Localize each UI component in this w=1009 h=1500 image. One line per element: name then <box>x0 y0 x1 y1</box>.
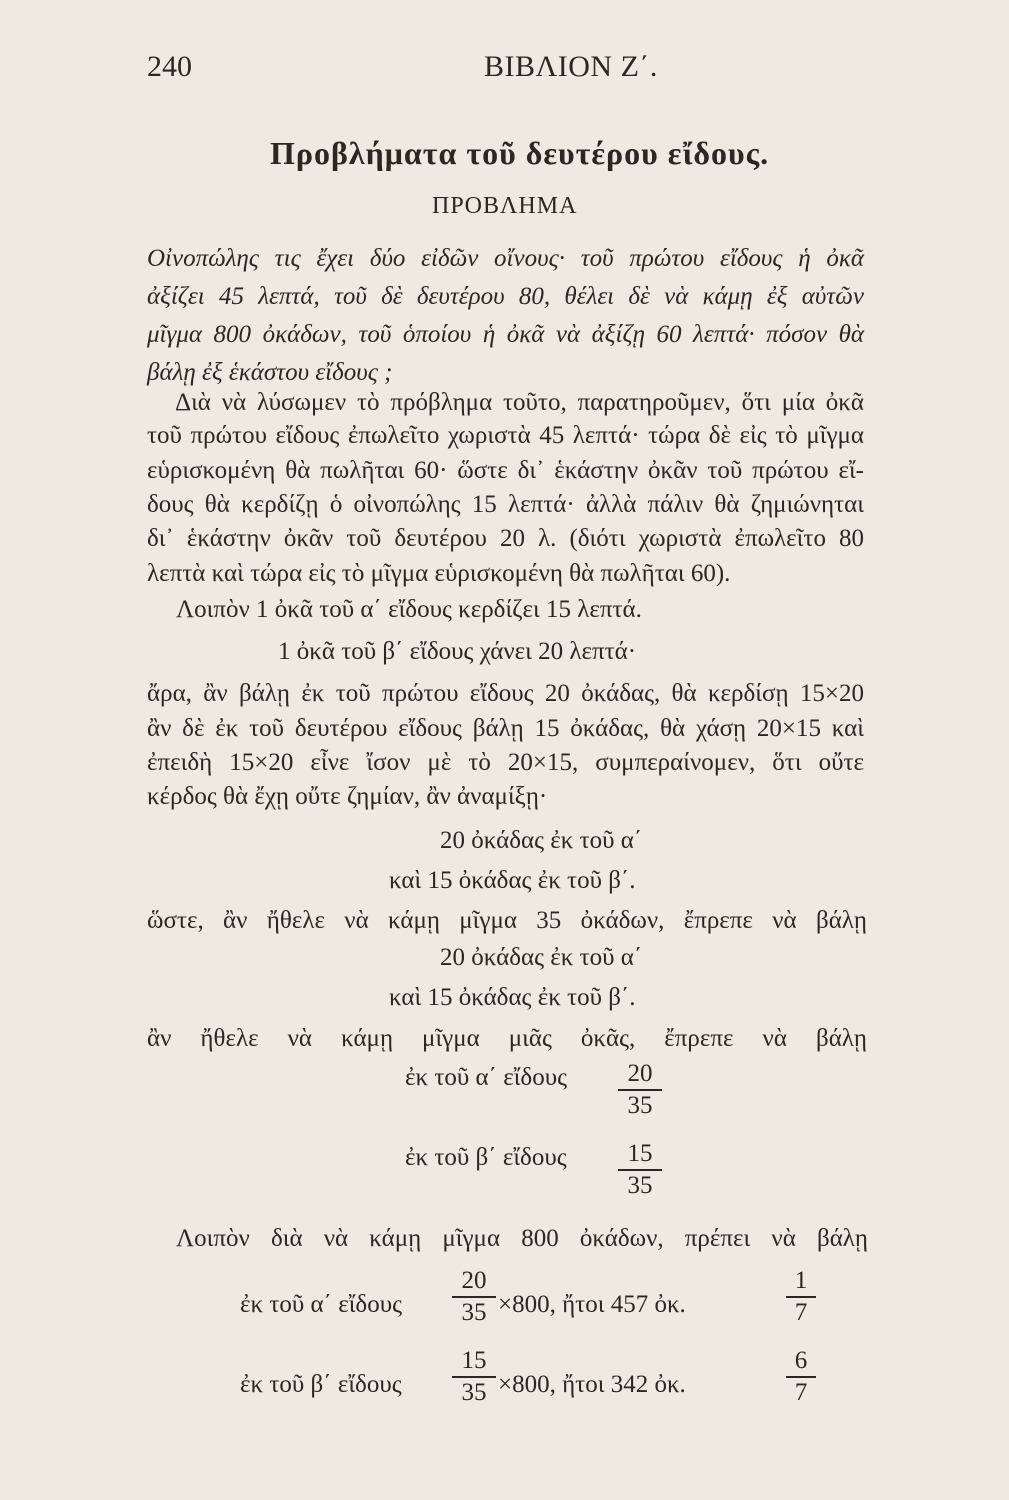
denominator: 35 <box>461 1299 487 1326</box>
mix-line: 20 ὀκάδας ἐκ τοῦ α΄ <box>440 827 643 854</box>
fraction-label: ἐκ τοῦ β΄ εἴδους <box>405 1144 567 1171</box>
solution-line: εὑρισκομένη θὰ πωλῆται 60· ὥστε δι᾽ ἑκάστην ὀκᾶν τοῦ πρώτου εἴ- <box>147 457 864 484</box>
result-value: ×800, ἤτοι 342 ὀκ. <box>498 1371 686 1398</box>
result-label: ἐκ τοῦ α΄ εἴδους <box>240 1291 402 1318</box>
solution-line: δι᾽ ἑκάστην ὀκᾶν τοῦ δευτέρου 20 λ. (διότι χωριστὰ ἐπωλεῖτο 80 <box>147 525 864 552</box>
reasoning-line: ἂν δὲ ἐκ τοῦ δευτέρου εἴδους βάλῃ 15 ὀκάδας, θὰ χάσῃ 20×15 καὶ <box>147 715 864 742</box>
mix35-intro: ὥστε, ἂν ἤθελε νὰ κάμῃ μῖγμα 35 ὀκάδων, ἔπρεπε νὰ βάλῃ <box>147 907 867 934</box>
numerator: 20 <box>627 1060 653 1087</box>
numerator: 20 <box>461 1267 487 1294</box>
loss-line: 1 ὀκᾶ τοῦ β΄ εἴδους χάνει 20 λεπτά· <box>278 638 637 665</box>
reasoning-line: κέρδος θὰ ἔχῃ οὔτε ζημίαν, ἂν ἀναμίξῃ· <box>147 783 548 810</box>
mix-line: καὶ 15 ὀκάδας ἐκ τοῦ β΄. <box>389 984 636 1011</box>
problem-label: ΠΡΟΒΛΗΜΑ <box>432 193 578 219</box>
numerator: 1 <box>794 1267 808 1294</box>
running-title: ΒΙΒΛΙΟΝ Ζ΄. <box>484 50 658 83</box>
fraction <box>786 1266 816 1328</box>
reasoning-line: ἄρα, ἂν βάλῃ ἐκ τοῦ πρώτου εἴδους 20 ὀκάδας, θὰ κερδίσῃ 15×20 <box>147 680 864 707</box>
reasoning-line: ἐπειδὴ 15×20 εἶνε ἴσον μὲ τὸ 20×15, συμπεραίνομεν, ὅτι οὔτε <box>147 749 864 776</box>
denominator: 35 <box>627 1092 653 1119</box>
denominator: 7 <box>794 1299 808 1326</box>
gain-line: Λοιπὸν 1 ὀκᾶ τοῦ α΄ εἴδους κερδίζει 15 λεπτά. <box>176 596 642 623</box>
numerator: 15 <box>461 1347 487 1374</box>
denominator: 35 <box>627 1172 653 1199</box>
fraction <box>618 1139 662 1201</box>
statement-line: ἀξίζει 45 λεπτά, τοῦ δὲ δευτέρου 80, θέλει δὲ νὰ κάμῃ ἐξ αὐτῶν <box>147 283 864 310</box>
section-title: Προβλήματα τοῦ δευτέρου εἴδους. <box>270 135 770 171</box>
fraction <box>452 1346 496 1408</box>
statement-line: μῖγμα 800 ὀκάδων, τοῦ ὁποίου ἡ ὀκᾶ νὰ ἀξίζῃ 60 λεπτά· πόσον θὰ <box>147 321 864 348</box>
statement-line: βάλῃ ἐξ ἑκάστου εἴδους ; <box>147 359 393 386</box>
solution-line: Διὰ νὰ λύσωμεν τὸ πρόβλημα τοῦτο, παρατηροῦμεν, ὅτι μία ὀκᾶ <box>175 389 864 416</box>
fraction-label: ἐκ τοῦ α΄ εἴδους <box>405 1064 567 1091</box>
fraction <box>786 1346 816 1408</box>
solution-line: δους θὰ κερδίζῃ ὁ οἰνοπώλης 15 λεπτά· ἀλλὰ πάλιν θὰ ζημιώνηται <box>147 491 864 518</box>
fraction <box>618 1059 662 1121</box>
mix-line: καὶ 15 ὀκάδας ἐκ τοῦ β΄. <box>389 867 636 894</box>
result-label: ἐκ τοῦ β΄ εἴδους <box>240 1371 402 1398</box>
numerator: 6 <box>794 1347 808 1374</box>
numerator: 15 <box>627 1140 653 1167</box>
solution-line: λεπτὰ καὶ τώρα εἰς τὸ μῖγμα εὑρισκομένη θὰ πωλῆται 60). <box>147 560 731 587</box>
denominator: 35 <box>461 1379 487 1406</box>
denominator: 7 <box>794 1379 808 1406</box>
fraction <box>452 1266 496 1328</box>
page-number: 240 <box>147 50 192 83</box>
statement-line: Οἰνοπώλης τις ἔχει δύο εἰδῶν οἴνους· τοῦ πρώτου εἴδους ἡ ὀκᾶ <box>147 245 864 272</box>
solution-line: τοῦ πρώτου εἴδους ἐπωλεῖτο χωριστὰ 45 λεπτά· τώρα δὲ εἰς τὸ μῖγμα <box>147 422 864 449</box>
result-value: ×800, ἤτοι 457 ὀκ. <box>498 1291 686 1318</box>
mix1oka-intro: ἂν ἤθελε νὰ κάμῃ μῖγμα μιᾶς ὀκᾶς, ἔπρεπε νὰ βάλῃ <box>147 1025 867 1052</box>
mix-line: 20 ὀκάδας ἐκ τοῦ α΄ <box>440 944 643 971</box>
final-intro: Λοιπὸν διὰ νὰ κάμῃ μῖγμα 800 ὀκάδων, πρέπει νὰ βάλῃ <box>176 1225 868 1252</box>
